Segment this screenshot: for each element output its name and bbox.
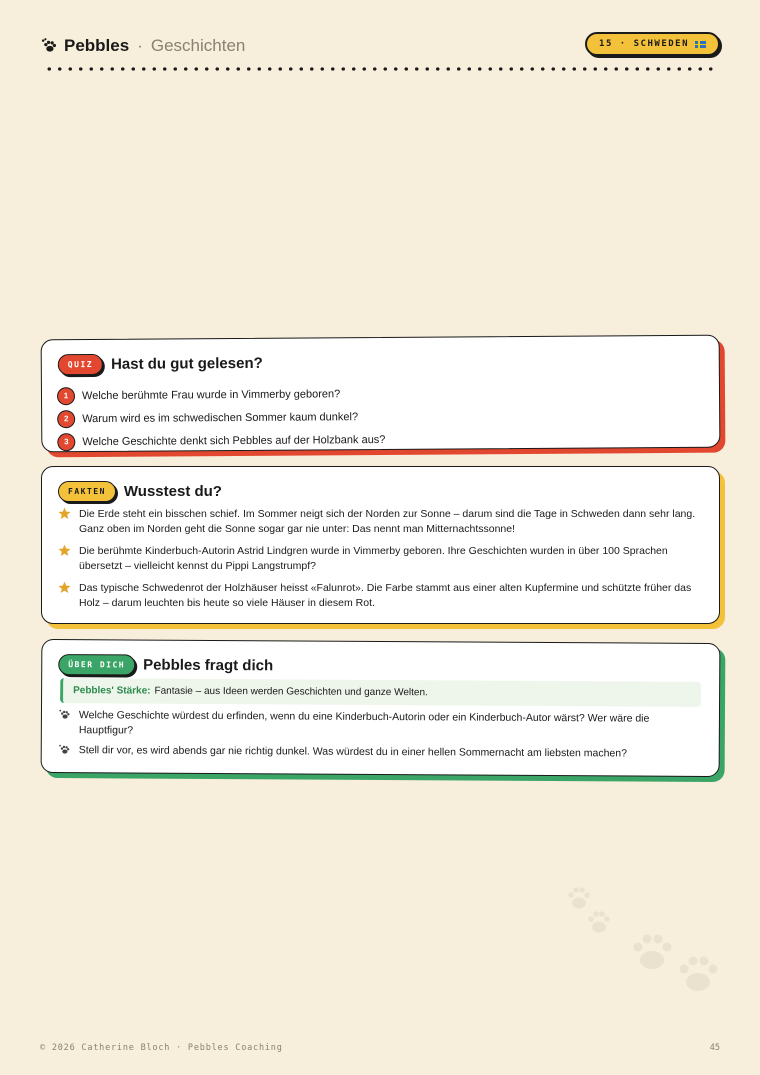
about-question-list bbox=[58, 708, 659, 767]
quiz-tag: QUIZ bbox=[58, 354, 103, 375]
quiz-title: Hast du gut gelesen? bbox=[110, 354, 263, 373]
section-name: Geschichten bbox=[150, 36, 246, 55]
question-number-badge: 1 bbox=[58, 388, 74, 404]
about-question-text: Welche Geschichte würdest du erfinden, wenn du eine Kinderbuch-Autorin oder ein Kinderbuch-Autor wärst? Wer wäre die Hauptfigur? bbox=[78, 709, 650, 737]
fact-text: Die Erde steht ein bisschen schief. Im Sommer neigt sich der Norden zur Sonne – darum sind die Tage in Schweden dann sehr lang. Ganz oben im Norden geht die Sonne sogar gar nie unter: Das nennt man Mitternachtssonne! bbox=[79, 508, 696, 535]
strength-label: Pebbles' Stärke: bbox=[73, 685, 151, 697]
paw-print-icon bbox=[565, 885, 615, 940]
facts-title: Wusstest du? bbox=[123, 483, 222, 500]
star-icon bbox=[58, 544, 71, 557]
fact-item bbox=[58, 581, 703, 611]
about-title: Pebbles fragt dich bbox=[143, 656, 274, 675]
strength-callout bbox=[60, 678, 701, 707]
facts-tag: FAKTEN bbox=[58, 481, 116, 502]
facts-list bbox=[58, 507, 703, 618]
page-number: 45 bbox=[709, 1043, 720, 1053]
brand bbox=[40, 36, 245, 56]
strength-text: Fantasie – aus Ideen werden Geschichten und ganze Welten. bbox=[154, 685, 428, 699]
star-icon bbox=[58, 507, 71, 520]
about-card-header bbox=[58, 654, 273, 676]
brand-separator: · bbox=[137, 36, 143, 55]
footer-copyright: © 2026 Catherine Bloch · Pebbles Coaching bbox=[40, 1043, 283, 1053]
about-you-card bbox=[41, 639, 721, 777]
dotted-divider bbox=[44, 67, 716, 71]
star-icon bbox=[58, 581, 71, 594]
facts-card-header bbox=[58, 481, 222, 502]
question-text: Welche berühmte Frau wurde in Vimmerby geboren? bbox=[81, 387, 341, 402]
fact-text: Das typische Schwedenrot der Holzhäuser heisst «Falunrot». Die Farbe stammt aus einer alten Kupfermine und schützte früher das Holz – darum leuchten bis heute so viele Häuser in diesem Rot. bbox=[79, 582, 692, 609]
quiz-question-list bbox=[58, 380, 703, 454]
quiz-card bbox=[41, 335, 721, 453]
country-badge bbox=[585, 32, 720, 56]
quiz-question bbox=[58, 426, 703, 454]
brand-name: Pebbles bbox=[64, 36, 130, 55]
question-number-badge: 2 bbox=[58, 411, 74, 427]
fact-item bbox=[58, 507, 703, 537]
question-text: Warum wird es im schwedischen Sommer kaum dunkel? bbox=[82, 410, 359, 425]
paw-icon bbox=[58, 708, 71, 721]
paw-print-icon bbox=[628, 930, 723, 1000]
fact-text: Die berühmte Kinderbuch-Autorin Astrid Lindgren wurde in Vimmerby geboren. Ihre Geschichten wurden in über 100 Sprachen übersetzt – vielleicht kennst du Pippi Langstrumpf? bbox=[79, 545, 668, 572]
about-question bbox=[58, 743, 659, 762]
country-badge-label: 15 · SCHWEDEN bbox=[599, 39, 689, 49]
about-question bbox=[58, 708, 659, 742]
page-header bbox=[40, 30, 720, 62]
paw-icon bbox=[58, 743, 71, 756]
question-text: Welche Geschichte denkt sich Pebbles auf der Holzbank aus? bbox=[82, 433, 386, 448]
question-number-badge: 3 bbox=[58, 434, 74, 450]
facts-card bbox=[41, 466, 720, 624]
fact-item bbox=[58, 544, 703, 574]
swedish-flag-icon bbox=[695, 41, 706, 48]
about-tag: ÜBER DICH bbox=[58, 654, 135, 675]
quiz-card-header bbox=[58, 353, 263, 375]
paw-icon bbox=[40, 37, 58, 55]
about-question-text: Stell dir vor, es wird abends gar nie richtig dunkel. Was würdest du in einer hellen Sommernacht am liebsten machen? bbox=[78, 744, 627, 760]
